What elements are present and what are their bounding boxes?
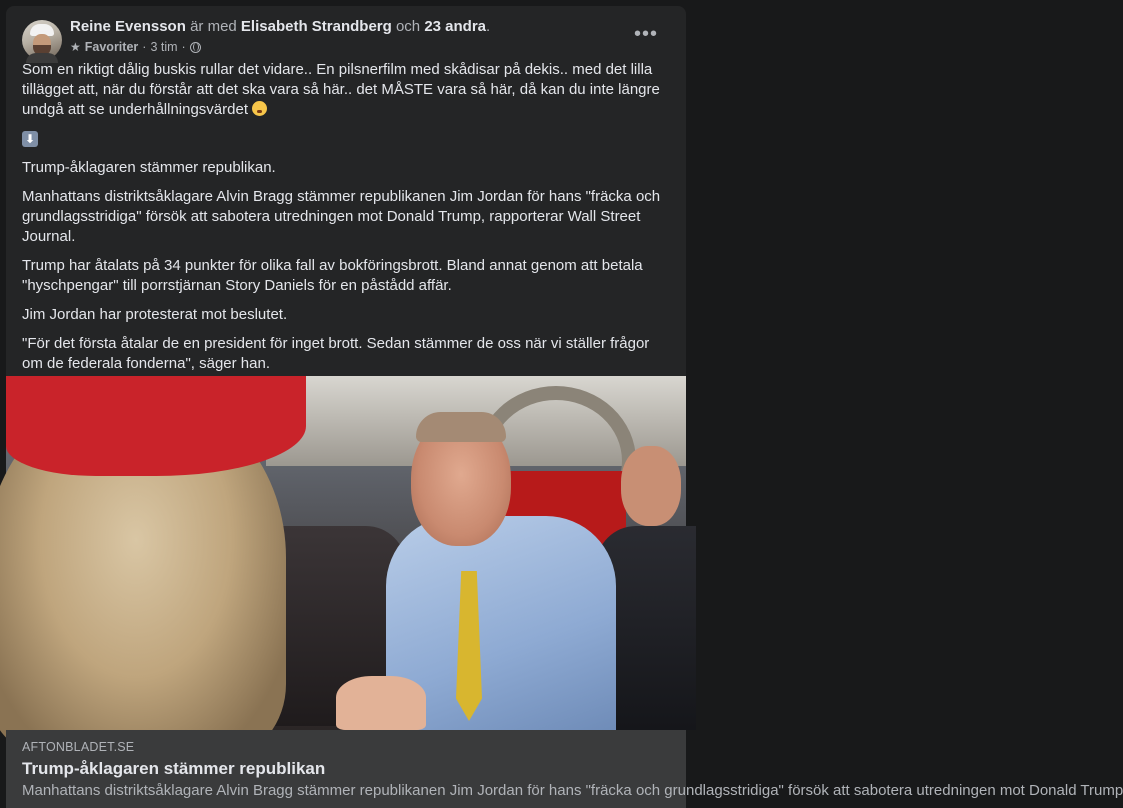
- author-avatar[interactable]: [22, 20, 62, 60]
- post-paragraph: Jim Jordan har protesterat mot beslutet.: [22, 306, 288, 323]
- tagged-person[interactable]: Elisabeth Strandberg: [240, 18, 392, 35]
- post-paragraph: "För det första åtalar de en president för inget brott. Sedan stämmer de oss när vi ställer frågor om de federala fonderna", säger han.: [22, 335, 650, 372]
- flushed-face-emoji-icon: [252, 101, 267, 116]
- more-options-icon[interactable]: •••: [633, 23, 658, 45]
- post-meta: [70, 40, 201, 54]
- meta-sep: ·: [142, 40, 147, 54]
- with-text: är med: [190, 18, 237, 35]
- post-body: [22, 60, 670, 383]
- post-card: [6, 6, 1123, 808]
- link-title[interactable]: Trump-åklagaren stämmer republikan: [22, 759, 326, 778]
- globe-icon[interactable]: [190, 42, 201, 53]
- author-line: [70, 18, 490, 35]
- link-preview[interactable]: [6, 730, 1123, 808]
- arrow-down-row: [22, 129, 670, 149]
- audience-label[interactable]: Favoriter: [84, 40, 139, 54]
- link-description: Manhattans distriktsåklagare Alvin Bragg stämmer republikanen Jim Jordan för hans "fräcka och grundlagsstridiga" försök att sabotera utredningen mot Donald Trump: [22, 782, 1123, 799]
- tagged-others[interactable]: 23 andra: [424, 18, 487, 35]
- post-time[interactable]: 3 tim: [150, 40, 178, 54]
- author-name[interactable]: Reine Evensson: [70, 18, 186, 35]
- arrow-down-icon: ⬇: [22, 131, 38, 147]
- star-icon: ★: [70, 40, 81, 54]
- link-preview-image[interactable]: [6, 376, 686, 730]
- link-domain: AFTONBLADET.SE: [22, 740, 135, 754]
- period: .: [486, 18, 491, 35]
- and-text: och: [395, 18, 421, 35]
- post-paragraph: Trump har åtalats på 34 punkter för olika fall av bokföringsbrott. Bland annat genom att betala "hyschpengar" till porrstjärnan Story Daniels för en påstådd affär.: [22, 257, 643, 294]
- post-header: [22, 14, 670, 58]
- post-paragraph: Trump-åklagaren stämmer republikan.: [22, 159, 276, 176]
- post-paragraph: Manhattans distriktsåklagare Alvin Bragg stämmer republikanen Jim Jordan för hans "fräcka och grundlagsstridiga" försök att sabotera utredningen mot Donald Trump, rapporterar Wall Street Journal.: [22, 188, 661, 245]
- meta-sep-2: ·: [181, 40, 186, 54]
- post-paragraph: Som en riktigt dålig buskis rullar det vidare.. En pilsnerfilm med skådisar på dekis.. med det lilla tillägget att, när du förstår att det ska vara så här.. det MÅSTE vara så här, då kan du inte längre undgå att se underhållningsvärdet: [22, 61, 660, 118]
